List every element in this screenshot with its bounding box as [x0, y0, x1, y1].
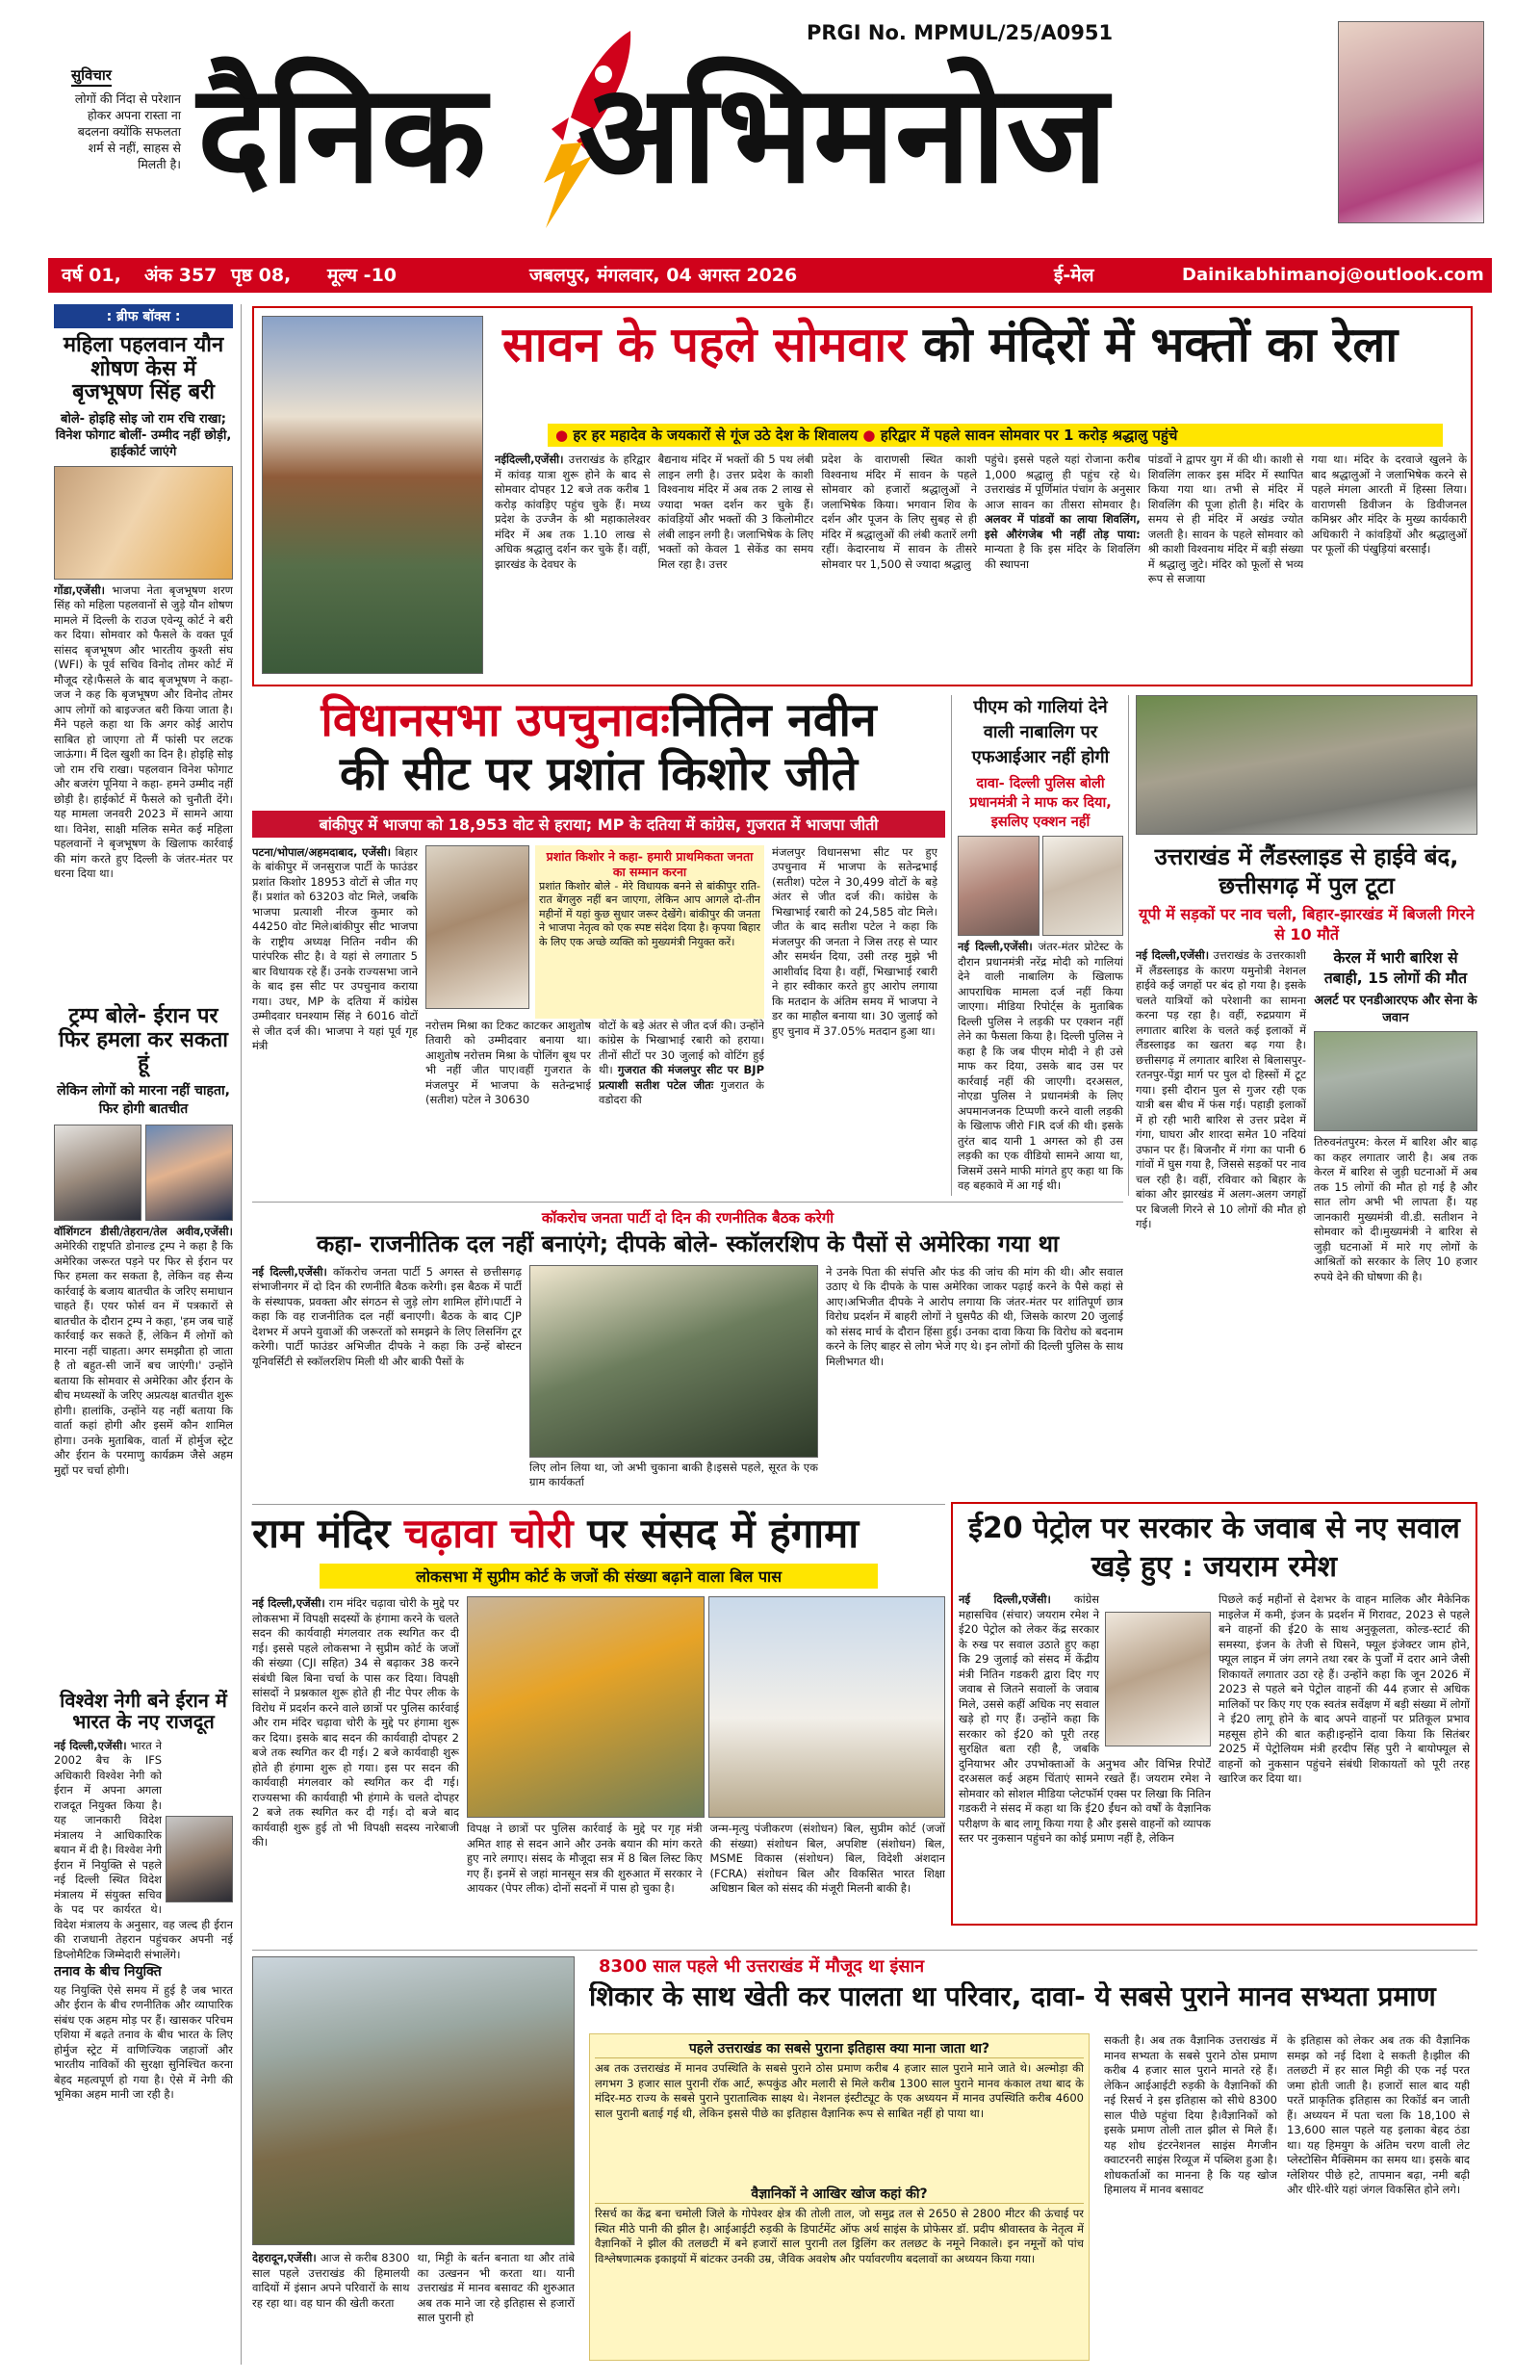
- brief-body-2: अमेरिकी राष्ट्रपति डोनाल्ड ट्रम्प ने कहा है कि अमेरिका जरूरत पड़ने पर फिर से ईरान पर फिर हमला कर सकता है, लेकिन वह सैन्य कार्रवाई के बजाय बातचीत के जरिए समाधान चाहते हैं। एयर फोर्स वन में पत्रकारों से बातचीत के दौरान ट्रम्प ने कहा, 'हम जब चाहें कार्रवाई कर सकते हैं, लेकिन मैं लोगों को मारना नहीं चाहता। अगर समझौता हो जाता है तो बहुत-सी जानें बच जाएंगी।' उन्होंने बताया कि सोमवार से अमेरिका और ईरान के बीच मध्यस्थों के जरिए अप्रत्यक्ष बातचीत शुरू होगी। हालांकि, उन्होंने यह नहीं बताया कि वार्ता कहां होगी और इसमें कौन शामिल होगा। उनके मुताबिक, वार्ता में होर्मुज स्ट्रेट और ईरान के परमाणु कार्यक्रम जैसे अहम मुद्दों पर चर्चा होगी।: [54, 1239, 233, 1477]
- cockroach-caption: लिए लोन लिया था, जो अभी चुकाना बाकी है।इससे पहले, सूरत के एक ग्राम कार्यकर्ता: [529, 1460, 818, 1489]
- fir-story: [958, 695, 1123, 1196]
- q1-text: अब तक उत्तराखंड में मानव उपस्थिति के सबसे पुराने ठोस प्रमाण करीब 4 हजार साल पुराने माने जाते थे। अल्मोड़ा की लगभग 3 हजार साल पुरानी रॉक आर्ट, रूपकुंड और मलारी से मिले करीब 1300 साल पुराने मानव कंकाल तथा बाद के मंदिर-मठ राज्य के सबसे पुराने पुरातात्विक साक्ष्य थे। नेशनल इंस्टीट्यूट के एक अध्ययन में मानव उपस्थिति करीब 4600 साल पुरानी बताई गई थी, लेकिन इससे पीछे का इतिहास वैज्ञानिक रूप से साबित नहीं हो पाया था।: [595, 2061, 1084, 2120]
- brief-text-1: [54, 583, 233, 997]
- lead-strap-1: हर हर महादेव के जयकारों से गूंज उठे देश के शिवालय: [573, 427, 859, 444]
- volume: वर्ष 01,: [62, 265, 121, 286]
- bypoll-strap: बांकीपुर में भाजपा को 18,953 वोट से हराया; MP के दतिया में कांग्रेस, गुजरात में भाजपा जीती: [252, 811, 945, 838]
- price: मूल्य -10: [327, 265, 398, 286]
- pages: पृष्ठ 08,: [231, 265, 292, 286]
- email-label: ई-मेल: [1054, 265, 1094, 286]
- landslide-photo: [1136, 695, 1477, 835]
- heritage-qa-box: [589, 2033, 1090, 2361]
- lead-headline-red: सावन के पहले सोमवार: [502, 317, 907, 373]
- landslide-story: [1136, 695, 1477, 1283]
- heritage-col-4: के इतिहास को लेकर अब तक की वैज्ञानिक समझ को नई दिशा दे सकती है।झील की तलछटी में हर साल मिट्टी की एक नई परत जमा होती जाती है। हजारों साल बाद यही परतें प्राकृतिक इतिहास का रिकॉर्ड बन जाती हैं। अध्ययन में पता चला कि 18,100 से 13,600 साल पहले यह इलाका बेहद ठंडा था। यह हिमयुग के अंतिम चरण वाली लेट प्लेस्टोसिन मैक्सिमम का समय था। इसके बाद ग्लेशियर पीछे हटे, तापमान बढ़ा, नमी बढ़ी और धीरे-धीरे यहां जंगल विकसित होने लगे।: [1287, 2033, 1470, 2196]
- lead-strap-2: हरिद्वार में पहले सावन सोमवार पर 1 करोड़ श्रद्धालु पहुंचे: [880, 427, 1178, 444]
- cockroach-story: [252, 1202, 1123, 1500]
- brief-photo-2a: [54, 1125, 141, 1221]
- q1-title: पहले उत्तराखंड का सबसे पुराना इतिहास क्या माना जाता था?: [595, 2039, 1084, 2058]
- cockroach-col-1: नई दिल्ली,एजेंसी। कॉकरोच जनता पार्टी 5 अगस्त से छत्तीसगढ़ संभाजीनगर में दो दिन की रणनीति बैठक करेगी। इस बैठक में पार्टी के संस्थापक, प्रवक्ता और संगठन से जुड़े लोग शामिल होंगे।पार्टी ने कहा कि वह राजनीतिक दल नहीं बनाएगी। बैठक के बाद CJP देशभर में अपने युवाओं की जरूरतों को समझने के लिए लिसनिंग टूर करेगी। पार्टी फाउंडर अभिजीत दीपके ने कहा कि उन्हें बोस्टन यूनिवर्सिटी से स्कॉलरशिप मिली थी और बाकी पैसों के: [252, 1264, 522, 1368]
- lead-headline-black: को मंदिरों में भक्तों का रेला: [923, 317, 1399, 373]
- brief-headline-3: विश्वेश नेगी बने ईरान में भारत के नए राजदूत: [60, 1688, 227, 1734]
- parliament-photo: [467, 1596, 705, 1818]
- brief-dateline-2: वॉशिंगटन डीसी/तेहरान/तेल अवीव,एजेंसी।: [54, 1224, 233, 1238]
- landslide-dateline: नई दिल्ली,एजेंसी।: [1136, 948, 1210, 962]
- cockroach-photo: [529, 1265, 818, 1458]
- lead-col-5: पांडवों ने द्वापर युग में की थी। काशी से शिवलिंग लाकर इस मंदिर में स्थापित किया गया था। तभी से मंदिर में शिवलिंग की पूजा होती है। मंदिर के समय से ही मंदिर में अखंड ज्योत जलती है। सावन के पहले सोमवार को श्री काशी विश्वनाथ मंदिर में बड़ी संख्या में श्रद्धालु जुटे। मंदिर को फूलों से भव्य रूप से सजाया: [1147, 453, 1304, 585]
- pk-quote-text: प्रशांत किशोर बोले - मेरे विधायक बनने से बांकीपुर राति-रात बेंगलुरु नहीं बन जाएगा, लेकिन आप आगले दो-तीन महीनों में यहां कुछ सुधार जरूर देखेंगे। बांकीपुर की जनता ने भाजपा नेतृत्व को एक स्पष्ट संदेश दिया है। कृपया बिहार के लिए एक अच्छे व्यक्ति को मुख्यमंत्री नियुक्त करें।: [539, 879, 760, 948]
- lead-col-3: प्रदेश के वाराणसी स्थित काशी विश्वनाथ मंदिर में सावन के पहले सोमवार को हजारों श्रद्धालुओं ने जलाभिषेक किया। भगवान शिव के दर्शन और पूजन के लिए सुबह से ही मंदिर में श्रद्धालुओं की लंबी कतारें लगी रहीं। केदारनाथ में सावन के तीसरे सोमवार पर 1,500 से ज्यादा श्रद्धालु: [821, 453, 978, 571]
- lead-dateline: नईदिल्ली,एजेंसी।: [495, 453, 564, 466]
- bypoll-col-3: वोटों के बड़े अंतर से जीत दर्ज की। उन्होंने कांग्रेस के भिखाभाई रबारी को हराया। तीनों सीटों पर 30 जुलाई को वोटिंग हुई थी। गुजरात की मंजलपुर सीट पर BJP प्रत्याशी सतीश पटेल जीतः गुजरात के वडोदरा की: [599, 1018, 764, 1106]
- ram-dateline: नई दिल्ली,एजेंसी।: [252, 1596, 325, 1611]
- brief-subhead-3: तनाव के बीच नियुक्ति: [54, 1964, 162, 1980]
- jairam-ramesh-photo: [1105, 1612, 1211, 1746]
- brief-headline-2: ट्रम्प बोले- ईरान पर फिर हमला कर सकता हूं: [59, 1003, 228, 1076]
- ram-strap: लोकसभा में सुप्रीम कोर्ट के जजों की संख्या बढ़ाने वाला बिल पास: [320, 1564, 878, 1589]
- brief-box-label: : ब्रीफ बॉक्स :: [54, 304, 233, 328]
- prgi-number: PRGI No. MPMUL/25/A0951: [807, 21, 1114, 44]
- brief-dateline-1: गोंडा,एजेंसी।: [54, 582, 105, 597]
- landslide-strap: यूपी में सड़कों पर नाव चली, बिहार-झारखंड में बिजली गिरने से 10 मौतें: [1139, 905, 1475, 944]
- bypoll-dateline: पटना/भोपाल/अहमदाबाद, एजेंसी।: [252, 844, 392, 859]
- fir-dateline: नई दिल्ली,एजेंसी।: [958, 940, 1033, 953]
- suvichar-text: लोगों की निंदा से परेशान होकर अपना रास्ता ना बदलना क्योंकि सफलता शर्म से नहीं, साहस से मिलती है।: [74, 91, 181, 171]
- landslide-text: नई दिल्ली,एजेंसी। उत्तराखंड के उत्तरकाशी में लैंडस्लाइड के कारण यमुनोत्री नेशनल हाईवे कई जगहों पर बंद हो गया है। इसके चलते यात्रियों को परेशानी का सामना करना पड़ रहा है। वहीं, रुद्रप्रयाग में लगातार बारिश के चलते कई इलाकों में लैंडस्लाइड का खतरा बढ़ गया है। छत्तीसगढ़ में लगातार बारिश से बिलासपुर-रतनपुर-पेंड्रा मार्ग पर पुल दो हिस्सों में टूट गया। इसी दौरान पुल से गुजर रही एक यात्री बस बीच में फंस गई। पहाड़ी इलाकों में हो रही भारी बारिश से उत्तर प्रदेश में गंगा, घाघरा और शारदा समेत 10 नदियां उफान पर हैं। बिजनौर में गंगा का पानी 6 गांवों में घुस गया है, जिससे सड़कों पर नाव चल रही है। वहीं, रविवार को बिहार के बांका और झारखंड में अलग-अलग जगहों पर बिजली गिरने से 10 लोगों की मौत हो गई।: [1136, 948, 1306, 1230]
- brief-body-3: भारत ने 2002 बैच के IFS अधिकारी विश्वेश नेगी को ईरान में अपना अगला राजदूत नियुक्त किया है। यह जानकारी विदेश मंत्रालय ने आधिकारिक बयान में दी है। विश्वेश नेगी ईरान में नियुक्ति से पहले नई दिल्ली स्थित विदेश मंत्रालय में संयुक्त सचिव के पद पर कार्यरत थे।विदेश मंत्रालय के अनुसार, वह जल्द ही ईरान की राजधानी तेहरान पहुंचकर अपनी नई डिप्लोमैटिक जिम्मेदारी संभालेंगे।: [54, 1738, 233, 1961]
- ram-headline: राम मंदिर चढ़ावा चोरी पर संसद में हंगामा: [252, 1510, 860, 1557]
- supreme-court-photo: [708, 1596, 946, 1818]
- cockroach-dateline: नई दिल्ली,एजेंसी।: [252, 1264, 327, 1279]
- heritage-col-1: देहरादून,एजेंसी। आज से करीब 8300 साल पहले उत्तराखंड की हिमालयी वादियों में इंसान अपने परिवारों के साथ रह रहा था। वह घान की खेती करता: [252, 2251, 410, 2310]
- sidebar-divider: [241, 304, 242, 2365]
- ram-col-3: जन्म-मृत्यु पंजीकरण (संशोधन) बिल, सुप्रीम कोर्ट (जजों की संख्या) संशोधन बिल, अपशिष्ट (संशोधन) बिल, MSME विकास (संशोधन) बिल, विदेशी अंशदान (FCRA) संशोधन बिल और विकसित भारत शिक्षा अधिष्ठान बिल को संसद की मंजूरी मिलनी बाकी है।: [709, 1822, 945, 1896]
- kerala-photo: [1314, 1031, 1477, 1131]
- kerala-sub: अलर्ट पर एनडीआरएफ और सेना के जवान: [1314, 994, 1477, 1025]
- brief-photo-3: [166, 1816, 233, 1902]
- suvichar-box: [62, 65, 181, 248]
- fir-sub: दावा- दिल्ली पुलिस बोली प्रधानमंत्री ने माफ कर दिया, इसलिए एक्शन नहीं: [969, 776, 1112, 830]
- brief-text-3: [54, 1739, 233, 2239]
- brief-dateline-3: नई दिल्ली,एजेंसी।: [54, 1738, 127, 1752]
- ram-col-2: विपक्ष ने छात्रों पर पुलिस कार्रवाई के मुद्दे पर गृह मंत्री अमित शाह से सदन आने और उनके बयान की मांग करते हुए नारे लगाए। संसद के मौजूदा सत्र में 8 बिल लिस्ट किए गए हैं। इनमें से जहां मानसून सत्र की शुरुआत में सरकार ने आयकर (पेपर लीक) दोनों सदनों में पास हो चुका है।: [467, 1822, 703, 1896]
- e20-col-1: नई दिल्ली,एजेंसी। कांग्रेस महासचिव (संचार) जयराम रमेश ने ई20 पेट्रोल को लेकर केंद्र सरकार के रुख पर सवाल उठाते हुए कहा कि 29 जुलाई को संसद में केंद्रीय मंत्री नितिन गडकरी द्वारा दिए गए जवाब से जितने सवालों के जवाब मिले, उससे कहीं अधिक नए सवाल खड़े हो गए हैं। उन्होंने कहा कि सरकार को ई20 को पूरी तरह सुरक्षित बता रही है, जबकि दुनियाभर और उपभोक्ताओं के अनुभव और विभिन्न रिपोर्टें दरअसल कई अहम चिंताएं सामने रखते हैं। जयराम रमेश ने सोमवार को सोशल मीडिया प्लेटफॉर्म एक्स पर लिखा कि नितिन गडकरी ने संसद में कहा था कि ई20 ईंधन को वर्षों के वैज्ञानिक परीक्षण के बाद लागू किया गया है और इससे वाहनों को व्यापक स्तर पर नुकसान पहुंचने का कोई प्रमाण नहीं है, लेकिन: [959, 1592, 1211, 1845]
- ram-mandir-story: [252, 1504, 945, 1945]
- lead-col-1: नईदिल्ली,एजेंसी। उत्तराखंड के हरिद्वार में कांवड़ यात्रा शुरू होने के बाद से सोमवार दोपहर 12 बजे तक करीब 1 करोड़ कांवड़िए पहुंच चुके हैं। मध्य प्रदेश के उज्जैन के श्री महाकालेश्वर मंदिर में अब तक 1.10 लाख से अधिक श्रद्धालु दर्शन कर चुके हैं। वहीं, झारखंड के देवघर के: [495, 453, 651, 571]
- fir-text: नई दिल्ली,एजेंसी। जंतर-मंतर प्रोटेस्ट के दौरान प्रधानमंत्री नरेंद्र मोदी को गालियां देने वाली नाबालिग के खिलाफ आपराधिक मामला दर्ज नहीं किया जाएगा। मीडिया रिपोर्ट्स के मुताबिक दिल्ली पुलिस ने लड़की पर एक्शन नहीं लेने का फैसला किया है। दिल्ली पुलिस ने कहा है कि जब पीएम मोदी ने ही उसे माफ कर दिया, उसके बाद उस पर कार्रवाई नहीं की जाएगी। दरअसल, नोएडा पुलिस ने प्रधानमंत्री के लिए अपमानजनक टिप्पणी करने वाली लड़की के खिलाफ जीरो FIR दर्ज की थी। इसके तुरंत बाद यानी 1 अगस्त को ही उस लड़की का एक वीडियो सामने आया था, जिसमें उसने माफी मांगते हुए कहा था कि वह बहकावे में आ गई थी।: [958, 940, 1123, 1192]
- heritage-col-2: था, मिट्टी के बर्तन बनाता था और तांबे का उत्खनन भी करता था। यानी उत्तराखंड में मानव बसावट की शुरुआत अब तक माने जा रहे इतिहास से हजारों साल पुरानी हो: [417, 2251, 575, 2324]
- brief-photo-1: [54, 466, 233, 580]
- suvichar-title: सुविचार: [71, 65, 112, 87]
- landslide-headline: उत्तराखंड में लैंडस्लाइड से हाईवे बंद, छत्तीसगढ़ में पुल टूटा: [1154, 843, 1459, 899]
- fir-photo-pm: [1042, 836, 1124, 936]
- prashant-kishor-photo: [425, 845, 529, 1009]
- heritage-dateline: देहरादून,एजेंसी।: [252, 2251, 317, 2264]
- e20-headline: ई20 पेट्रोल पर सरकार के जवाब से नए सवाल खड़े हुए : जयराम रमेश: [968, 1512, 1460, 1584]
- fir-photo-girl: [958, 836, 1040, 936]
- place-date: जबलपुर, मंगलवार, 04 अगस्त 2026: [529, 265, 798, 286]
- model-photo: [1338, 21, 1484, 223]
- cockroach-headline: कहा- राजनीतिक दल नहीं बनाएंगे; दीपके बोले- स्कॉलरशिप के पैसों से अमेरिका गया था: [316, 1231, 1060, 1257]
- cockroach-col-2: ने उनके पिता की संपत्ति और फंड की जांच की मांग की थी। और सवाल उठाए थे कि दीपके के पास अमेरिका जाकर पढ़ाई करने के पैसे कहां से आए।अभिजीत दीपके ने आरोप लगाया कि जंतर-मंतर पर शांतिपूर्ण छात्र विरोध प्रदर्शन में बाहरी लोगों ने घुसपैठ की थी, जिसके कारण 20 जुलाई को संसद मार्च के दौरान हिंसा हुई। उनका दावा किया कि विरोध को बदनाम करने के लिए बाहर से लोग भेजे गए थे। इन लोगों की दिल्ली पुलिस के साथ मिलीभगत थी।: [826, 1264, 1123, 1368]
- heritage-col-3: सकती है। अब तक वैज्ञानिक उत्तराखंड में मानव सभ्यता के सबसे पुराने ठोस प्रमाण करीब 4 हजार साल पुराने मानते रहे हैं। लेकिन आईआईटी रुड़की के वैज्ञानिकों की नई रिसर्च ने इस इतिहास को सीधे 8300 साल पीछे पहुंचा दिया है।वैज्ञानिकों को इसके प्रमाण तोली ताल झील से मिले हैं। यह शोध इंटरनेशनल साइंस मैगजीन क्वाटरनरी साइंस रिव्यूज में पब्लिश हुआ है। शोधकर्ताओं का मानना है कि यह खोज हिमालय में मानव बसावट: [1104, 2033, 1277, 2196]
- lead-photo: [262, 316, 483, 674]
- heritage-headline: शिकार के साथ खेती कर पालता था परिवार, दावा- ये सबसे पुराने मानव सभ्यता प्रमाण: [589, 1981, 1436, 2012]
- q2-title: वैज्ञानिकों ने आखिर खोज कहां की?: [595, 2185, 1084, 2204]
- brief-box-sidebar: [54, 304, 233, 2374]
- q2-text: रिसर्च का केंद्र बना चमोली जिले के गोपेश्वर क्षेत्र की तोली ताल, जो समुद्र तल से 2650 से 2800 मीटर की ऊंचाई पर स्थित मीठे पानी की झील है। आईआईटी रुड़की के डिपार्टमेंट ऑफ अर्थ साइंस के प्रोफेसर डॉ. प्रदीप श्रीवास्तव के नेतृत्व में वैज्ञानिकों ने झील की तलछटी में बने हजारों साल पुरानी तल ड्रिलिंग कर तलछट के नमूने निकाले। इन नमूनों को पांच विश्लेषणात्मक इकाइयों में बांटकर उनकी उम्र, जैविक अवशेष और पर्यावरणीय बदलावों का अध्ययन किया गया।: [595, 2207, 1084, 2265]
- brief-headline-1: महिला पहलवान यौन शोषण केस में बृजभूषण सिंह बरी: [63, 333, 224, 405]
- lead-strap: ● हर हर महादेव के जयकारों से गूंज उठे देश के शिवालय ● हरिद्वार में पहले सावन सोमवार पर 1 करोड़ श्रद्धालु पहुंचे: [548, 424, 1443, 447]
- pk-quote-title: प्रशांत किशोर ने कहा- हमारी प्राथमिकता जनता का सम्मान करना: [546, 848, 754, 879]
- bypoll-col-1: पटना/भोपाल/अहमदाबाद, एजेंसी। बिहार के बांकीपुर में जनसुराज पार्टी के फाउंडर प्रशांत किशोर 18953 वोटों से जीत गए हैं। प्रशांत को 63203 वोट मिले, जबकि भाजपा प्रत्याशी नीरज कुमार को 44250 वोट मिले।बांकीपुर सीट भाजपा के राष्ट्रीय अध्यक्ष नितिन नवीन की पारंपरिक सीट है। वे यहां से लगातार 5 बार विधायक रहे हैं। उनके राज्यसभा जाने के बाद इस सीट पर उपचुनाव कराया गया। उधर, MP के दतिया में कांग्रेस उम्मीदवार घनश्याम सिंह ने 6016 वोटों से जीत दर्ज की। भाजपा ने यहां पूर्व गृह मंत्री: [252, 844, 418, 1052]
- bypoll-headline-1: विधानसभा उपचुनावःनितिन नवीन: [321, 693, 877, 747]
- email-address[interactable]: Dainikabhimanoj@outlook.com: [1182, 265, 1484, 285]
- lead-col-4: पहुंचे। इससे पहले यहां रोजाना करीब 1,000 श्रद्धालु ही पहुंच रहे थे। उत्तराखंड में पूर्णिमांत पंचांग के अनुसार आज सावन का तीसरा सोमवार है। अलवर में पांडवों का लाया शिवलिंग, इसे औरंगजेब भी नहीं तोड़ पाया: मान्यता है कि इस मंदिर के शिवलिंग की स्थापना: [985, 453, 1141, 571]
- brief-body-3b: यह नियुक्ति ऐसे समय में हुई है जब भारत और ईरान के बीच रणनीतिक और व्यापारिक संबंध एक अहम मोड़ पर हैं। खासकर परिचम एशिया में बढ़ते तनाव के बीच भारत के लिए होर्मुज स्ट्रेट में वाणिज्यिक जहाजों और भारतीय नाविकों की सुरक्षा सुनिश्चित करना बेहद महत्वपूर्ण हो गया है। ऐसे में नेगी की भूमिका अहम मानी जा रही है।: [54, 1982, 233, 2102]
- masthead: [0, 0, 1540, 258]
- brief-sub-2: लेकिन लोगों को मारना नहीं चाहता, फिर होगी बातचीत: [57, 1082, 230, 1117]
- lead-columns: [495, 453, 1467, 676]
- kerala-text: तिरुवनंतपुरम: केरल में बारिश और बाढ़ का कहर लगातार जारी है। अब तक केरल में बारिश से जुड़ी घटनाओं में अब तक 15 लोगों की मौत हो गई है और सात लोग अभी भी लापता हैं। यह जानकारी मुख्यमंत्री वी.डी. सतीशन ने सोमवार को दी।मुख्यमंत्री ने बारिश से जुड़ी घटनाओं में मारे गए लोगों के आश्रितों को सरकार के लिए 10 हजार रुपये देने की घोषणा की है।: [1314, 1135, 1477, 1283]
- logo-text-dainik: दैनिक: [197, 55, 487, 214]
- pk-quote-box: [535, 845, 764, 1019]
- dateline-bar: [48, 258, 1492, 293]
- fir-headline: पीएम को गालियां देने वाली नाबालिग पर एफआईआर नहीं होगी: [971, 697, 1110, 767]
- heritage-story: [252, 1950, 1477, 2373]
- logo-text-abhimanoj: अभिमनोज: [578, 55, 1108, 214]
- bypoll-headline-2: की सीट पर प्रशांत किशोर जीते: [340, 746, 858, 801]
- bypoll-story: [252, 695, 945, 1196]
- kerala-box: [1314, 948, 1477, 1545]
- brief-text-2: [54, 1225, 233, 1682]
- cockroach-kicker: कॉकरोच जनता पार्टी दो दिन की रणनीतिक बैठक करेगी: [541, 1209, 834, 1227]
- e20-story: [951, 1502, 1477, 1926]
- lead-story: [252, 306, 1473, 686]
- masthead-logo: [197, 48, 1304, 241]
- e20-dateline: नई दिल्ली,एजेंसी।: [959, 1592, 1051, 1606]
- lead-col-6: गया था। मंदिर के दरवाजे खुलने के बाद श्रद्धालुओं ने जलाभिषेक करने से पहले मंगला आरती में हिस्सा लिया। वाराणसी डिवीजन के डिवीजनल कमिश्नर और मंदिर के मुख्य कार्यकारी अधिकारी ने कांवड़ियों और श्रद्धालुओं पर फूलों की पंखुड़ियां बरसाईं।: [1311, 453, 1468, 556]
- bypoll-col-2: नरोत्तम मिश्रा का टिकट काटकर आशुतोष तिवारी को उम्मीदवार बनाया था। आशुतोष नरोत्तम मिश्रा के पोलिंग बूथ पर भी नहीं जीत पाए।वहीं गुजरात के मंजलपुर में भाजपा के सतेन्द्रभाई (सतीश) पटेल ने 30630: [425, 1018, 591, 1106]
- bypoll-col-4: मंजलपुर विधानसभा सीट पर हुए उपचुनाव में भाजपा के सतेन्द्रभाई (सतीश) पटेल ने 30,499 वोटों के बड़े अंतर से जीत दर्ज की। कांग्रेस के भिखाभाई रबारी को 24,585 वोट मिले।जीत के बाद सतीश पटेल ने कहा कि मंजलपुर की जनता ने जिस तरह से प्यार और समर्थन दिया, उसी तरह मुझे भी आशीर्वाद दिया है। वहीं, भिखाभाई रबारी ने हार स्वीकार करते हुए आरोप लगाया कि मतदान के अंतिम समय में भाजपा ने डर का माहौल बनाया था। 30 जुलाई को हुए चुनाव में 37.05% मतदान हुआ था।: [772, 844, 937, 1038]
- kerala-headline: केरल में भारी बारिश से तबाही, 15 लोगों की मौत: [1323, 949, 1468, 987]
- issue: अंक 357: [144, 265, 218, 286]
- brief-sub-1: बोले- होइहि सोइ जो राम रचि राखा; विनेश फोगाट बोलीं- उम्मीद नहीं छोड़ी, हाईकोर्ट जाएंगे: [55, 411, 232, 459]
- ram-col-1: नई दिल्ली,एजेंसी। राम मंदिर चढ़ावा चोरी के मुद्दे पर लोकसभा में विपक्षी सदस्यों के हंगामा करने के चलते सदन की कार्यवाही मंगलवार तक स्थगित कर दी गई। इससे पहले लोकसभा ने सुप्रीम कोर्ट के जजों की संख्या (CJI सहित) 34 से बढ़ाकर 38 करने संबंधी बिल बिना चर्चा के पास कर दिया। विपक्षी सांसदों ने प्रश्नकाल शुरू होते ही नीट पेपर लीक के विरोध में प्रदर्शन करने वाले छात्रों पर पुलिस कार्रवाई और राम मंदिर चढ़ावा चोरी के मुद्दे पर हंगामा शुरू कर दिया। इसके बाद सदन की कार्यवाही दोपहर 2 बजे तक स्थगित कर दी गई। 2 बजे कार्यवाही शुरू होते ही हंगामा शुरू हो गया। इस पर सदन की कार्यवाही मंगलवार को स्थगित कर दी गई। राज्यसभा की कार्यवाही भी हंगामे के चलते दोपहर 2 बजे तक स्थगित कर दी गई। दो बजे बाद कार्यवाही शुरू हुई तो भी विपक्षी सदस्य नारेबाजी की।: [252, 1596, 459, 1850]
- heritage-photo: [252, 1956, 575, 2245]
- brief-photo-2b: [145, 1125, 233, 1221]
- heritage-kicker: 8300 साल पहले भी उत्तराखंड में मौजूद था इंसान: [599, 1956, 925, 1977]
- brief-body-1: भाजपा नेता बृजभूषण शरण सिंह को महिला पहलवानों से जुड़े यौन शोषण मामले में दिल्ली के राउज एवेन्यू कोर्ट ने बरी कर दिया। सोमवार को फैसले के वक्त पूर्व सांसद बृजभूषण और भारतीय कुश्ती संघ (WFI) के पूर्व सचिव विनोद तोमर कोर्ट में मौजूद रहे।फैसले के बाद बृजभूषण ने कहा- जज ने कह कि बृजभूषण और विनोद तोमर आप लोगों को बाइज्जत बरी किया जाता है। मैंने पहले कहा था कि अगर कोई आरोप साबित हो जाएगा तो मैं फांसी पर लटक जाऊंगा। मैं दिल खुशी का दिन है। होइहि सोइ जो राम रचि राखा। पहलवान विनेश फोगाट और बजरंग पूनिया ने कहा- हमने उम्मीद नहीं छोड़ी है। हाईकोर्ट में फैसले को चुनौती देंगे। यह मामला जनवरी 2023 में सामने आया था। विनेश, साक्षी मलिक समेत कई महिला पहलवानों ने बृजभूषण के खिलाफ कार्रवाई की मांग करते हुए दिल्ली के जंतर-मंतर पर धरना दिया था।: [54, 582, 233, 881]
- lead-headline: [502, 318, 1398, 372]
- lead-col-2: बैद्यनाथ मंदिर में भक्तों की 5 पथ लंबी लाइन लगी है। उत्तर प्रदेश के काशी विश्वनाथ मंदिर में अब तक 2 लाख से ज्यादा भक्त दर्शन कर चुके हैं। कांवड़ियों और भक्तों की 3 किलोमीटर लंबी लाइन लगी है। जलाभिषेक के लिए भक्तों को केवल 1 सेकेंड का समय मिल रहा है। उत्तर: [657, 453, 814, 571]
- e20-col-2: पिछले कई महीनों से देशभर के वाहन मालिक और मैकेनिक माइलेज में कमी, इंजन के प्रदर्शन में गिरावट, 2023 से पहले बने वाहनों की ई20 के साथ अनुकूलता, कोल्ड-स्टार्ट की समस्या, इंजन के तेजी से घिसने, फ्यूल इंजेक्टर जाम होने, फ्यूल लाइन में जंग लगने तथा रबर के पुर्जों में दरार आने जैसी शिकायतें लगातार उठा रहे हैं। उन्होंने कहा कि जून 2026 में 2023 से पहले बने पेट्रोल वाहनों की 44 हजार से अधिक मालिकों पर किए गए एक स्वतंत्र सर्वेक्षण में बड़ी संख्या में लोगों ने ई20 लागू होने के बाद अपने वाहनों पर प्रतिकूल प्रभाव महसूस होने की बात कही।इन्होंने दावा किया कि सितंबर 2025 में पेट्रोलियम मंत्री हरदीप सिंह पुरी ने बायोफ्यूल से वाहनों को नुकसान पहुंचने संबंधी शिकायतों को पूरी तरह खारिज कर दिया था।: [1219, 1592, 1470, 1785]
